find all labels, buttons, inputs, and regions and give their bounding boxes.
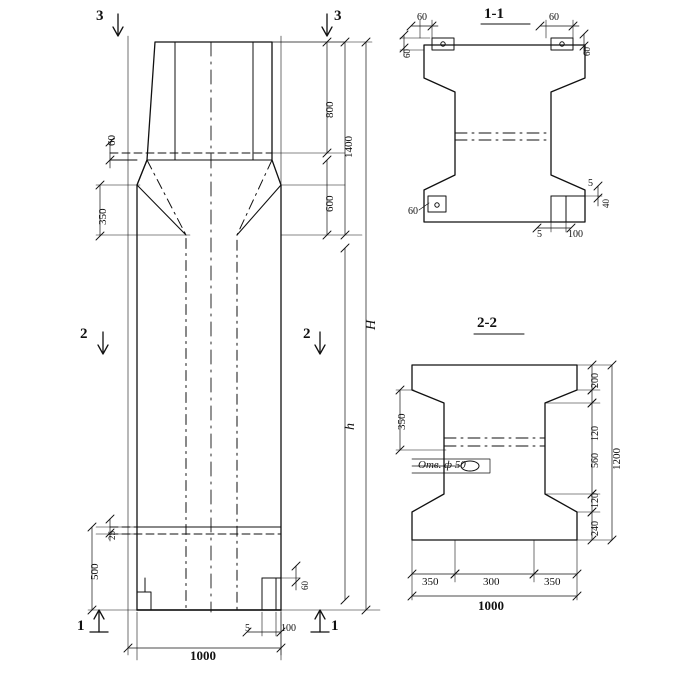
s11-dim-60-bottom: 60 bbox=[408, 206, 418, 217]
dim-800: 800 bbox=[324, 101, 336, 118]
section-1-1-title: 1-1 bbox=[484, 6, 504, 22]
dim-100-elevation: 100 bbox=[281, 623, 296, 634]
section-mark-3-right: 3 bbox=[334, 8, 342, 24]
s22-dim-560: 560 bbox=[590, 453, 601, 468]
dim-60-head: 60 bbox=[106, 135, 118, 146]
s22-dim-350-bottom-left: 350 bbox=[422, 576, 439, 588]
s22-dim-120-lower: 120 bbox=[590, 493, 601, 508]
section-mark-2-right: 2 bbox=[303, 326, 311, 342]
s11-dim-5-right: 5 bbox=[588, 178, 593, 189]
s22-dim-240: 240 bbox=[590, 521, 601, 536]
s22-dim-350-bottom-right: 350 bbox=[544, 576, 561, 588]
section-2-2-title: 2-2 bbox=[477, 315, 497, 331]
dim-h: h bbox=[343, 423, 358, 430]
s11-dim-100: 100 bbox=[568, 229, 583, 240]
s11-dim-5: 5 bbox=[537, 229, 542, 240]
s22-dim-120-upper: 120 bbox=[590, 426, 601, 441]
dim-500: 500 bbox=[89, 563, 101, 580]
section-mark-3-left: 3 bbox=[96, 8, 104, 24]
s11-dim-40: 40 bbox=[601, 199, 611, 208]
s22-dim-1200: 1200 bbox=[611, 448, 623, 470]
dim-600: 600 bbox=[324, 195, 336, 212]
dim-1400: 1400 bbox=[343, 136, 355, 158]
s22-hole-note: Отв. ф 50 bbox=[418, 459, 466, 471]
s22-dim-300: 300 bbox=[483, 576, 500, 588]
dim-350-elevation: 350 bbox=[97, 208, 109, 225]
s11-dim-60-top-right: 60 bbox=[549, 12, 559, 23]
section-mark-1-left: 1 bbox=[77, 618, 85, 634]
dim-H: H bbox=[364, 319, 379, 330]
dim-5-elevation: 5 bbox=[245, 623, 250, 634]
s22-dim-350-left: 350 bbox=[396, 413, 408, 430]
dim-1000-elevation: 1000 bbox=[190, 648, 216, 663]
s11-dim-60-top-left: 60 bbox=[417, 12, 427, 23]
dim-60-base: 60 bbox=[300, 581, 310, 590]
s11-dim-60-right: 60 bbox=[582, 47, 592, 56]
s11-dim-60-left: 60 bbox=[402, 49, 412, 58]
dim-25: 25 bbox=[107, 531, 117, 540]
s22-dim-1000: 1000 bbox=[478, 598, 504, 613]
s22-dim-200: 200 bbox=[590, 373, 601, 388]
section-mark-1-right: 1 bbox=[331, 618, 339, 634]
section-mark-2-left: 2 bbox=[80, 326, 88, 342]
